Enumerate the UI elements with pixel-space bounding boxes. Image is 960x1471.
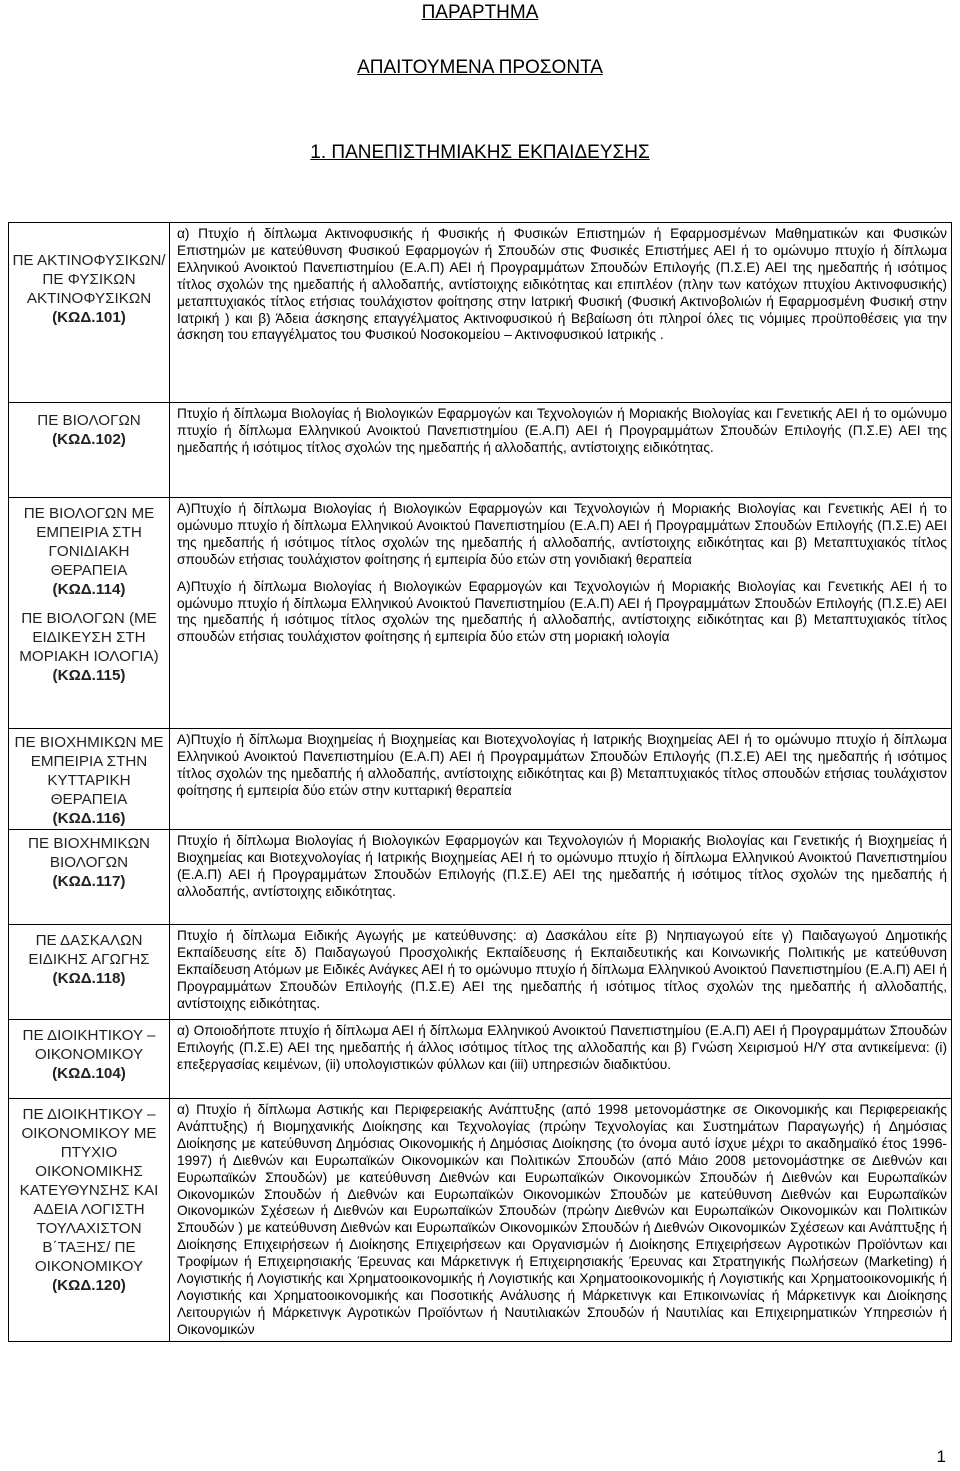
position-title	[10, 609, 168, 685]
table-row	[9, 729, 952, 830]
position-cell	[9, 1020, 170, 1099]
requirements-cell	[170, 925, 952, 1020]
table-row	[9, 925, 952, 1020]
requirement-text: α) Πτυχίο ή δίπλωμα Αστικής και Περιφερειακής Ανάπτυξης (από 1998 μετονομάστηκε σε Οικονομικής και Περιφερειακής Ανάπτυξης) ή Βιομηχανικής Διοίκησης και Τεχνολογίας (πρώην Τεχνολογίας και Συστημάτων Παραγωγής) ή Δημόσιας Διοίκησης με κατεύθυνση Δημόσιας Οικονομικής ή Δημόσιας Διοίκησης (το όνομα αυτό ίσχυε μέχρι το ακαδημαϊκό έτος 1996-1997) ή Διεθνών και Ευρωπαϊκών Οικονομικών και Πολιτικών Σπουδών (από Μάιο 2008 μετονομάστηκε σε Διεθνών και Ευρωπαϊκών Σπουδών) με κατεύθυνση Διεθνών και Ευρωπαϊκών Οικονομικών Σπουδών ή Διεθνών και Ευρωπαϊκών Οικονομικών Σπουδών ή Διεθνών και Ευρωπαϊκών Οικονομικών Σπουδών με κατεύθυνση Διεθνών και Ευρωπαϊκών Οικονομικών Σχέσεων ή Διεθνών και Ευρωπαϊκών Σπουδών (πρώην Διεθνών και Ευρωπαϊκών Οικονομικών και Πολιτικών Σπουδών ) με κατεύθυνση Διεθνών και Ευρωπαϊκών Οικονομικών Σπουδών ή Διεθνών Οικονομικών Σχέσεων και Ανάπτυξης ή Διοίκησης Επιχειρήσεων ή Διοίκησης Επιχειρήσεων και Οργανισμών ή Διοίκησης Επιχειρήσεων Αγροτικών Προϊόντων και Τροφίμων ή Επιχειρησιακής Έρευνας και Μάρκετινγκ ή Επιχειρησιακής Έρευνας και Στρατηγικής Πωλήσεων (Marketing) ή Λογιστικής ή Λογιστικής και Χρηματοοικονομικής ή Λογιστικής και Χρηματοοικονομικής ή Λογιστικής και Χρηματοοικονομικής ή Λογιστικής και Χρηματοοικονομικής και Ποσοτικής Ανάλυσης ή Μάρκετινγκ και Επικοινωνίας ή Μάρκετινγκ και Διοίκησης Λειτουργιών ή Μάρκετινγκ Αγροτικών Προϊόντων ή Ναυτιλιακών Σπουδών ή Ναυτιλίας και Επιχειρηματικών Υπηρεσιών ή Οικονομικών	[177, 1102, 947, 1337]
requirements-cell	[170, 729, 952, 830]
qualifications-table	[8, 222, 952, 1342]
position-cell	[9, 830, 170, 925]
table-row	[9, 223, 952, 403]
requirement-text: α) Πτυχίο ή δίπλωμα Ακτινοφυσικής ή Φυσικής ή Φυσικών Επιστημών ή Εφαρμοσμένων Μαθηματικών και Φυσικών Επιστημών με κατεύθυνση Φυσικού Εφαρμογών ή Σπουδών στις Φυσικές Επιστήμες ΑΕΙ ή το ομώνυμο πτυχίο ή δίπλωμα Ελληνικού Ανοικτού Πανεπιστημίου (Ε.Α.Π) ΑΕΙ ή Προγραμμάτων Σπουδών Επιλογής (Π.Σ.Ε) ΑΕΙ της ημεδαπής ή ισότιμος τίτλος σχολών της ημεδαπής ή αλλοδαπής, αντίστοιχης ειδικότητας και επιπλέον (πλην των κατόχων πτυχίου Ακτινοφυσικής) μεταπτυχιακός τίτλος ετήσιας τουλάχιστον φοίτησης στην Ιατρική Φυσική (Φυσική Ακτινοβολιών ή Εφαρμοσμένη Φυσική στην Ιατρική ) και β) Άδεια άσκησης επαγγέλματος Ακτινοφυσικού ή Βεβαίωση ότι πληροί όλες τις νόμιμες προϋποθέσεις για την άσκηση του επαγγέλματος του Φυσικού Νοσοκομείου – Ακτινοφυσικού Ιατρικής .	[177, 226, 947, 343]
position-cell	[9, 1099, 170, 1342]
required-qualifications-title: ΑΠΑΙΤΟΥΜΕΝΑ ΠΡΟΣΟΝΤΑ	[357, 57, 603, 78]
position-cell	[9, 403, 170, 498]
position-code: (ΚΩΔ.104)	[52, 1065, 126, 1082]
position-title	[10, 1026, 168, 1083]
position-cell	[9, 223, 170, 403]
position-code: (ΚΩΔ.116)	[52, 810, 126, 827]
position-title	[10, 504, 168, 599]
position-code: (ΚΩΔ.120)	[52, 1277, 126, 1294]
requirement-text: Πτυχίο ή δίπλωμα Ειδικής Αγωγής με κατεύθυνσης: α) Δασκάλου είτε β) Νηπιαγωγού είτε γ) Παιδαγωγού Δημοτικής Εκπαίδευσης είτε δ) Παιδαγωγού Προσχολικής Εκπαίδευσης ή Εκπαιδευτικής και Κοινωνικής Πολιτικής με κατεύθυνση Εκπαίδευση Ατόμων με Ειδικές Ανάγκες ΑΕΙ ή το ομώνυμο πτυχίο ή δίπλωμα Ελληνικού Ανοικτού Πανεπιστημίου (Ε.Α.Π) ΑΕΙ ή Προγραμμάτων Σπουδών Επιλογής (Π.Σ.Ε) ΑΕΙ της ημεδαπής ή ισότιμος τίτλος σχολών της ημεδαπής ή αλλοδαπής, αντίστοιχης ειδικότητας.	[177, 928, 947, 1011]
table-row	[9, 830, 952, 925]
requirement-text: Α)Πτυχίο ή δίπλωμα Βιολογίας ή Βιολογικών Εφαρμογών και Τεχνολογιών ή Μοριακής Βιολογίας και Γενετικής ΑΕΙ ή το ομώνυμο πτυχίο ή δίπλωμα Ελληνικού Ανοικτού Πανεπιστημίου (Ε.Α.Π) ΑΕΙ ή Προγραμμάτων Σπουδών Επιλογής (Π.Σ.Ε) ΑΕΙ της ημεδαπής ή ισότιμος τίτλος σχολών της ημεδαπής ή αλλοδαπής, αντίστοιχης ειδικότητας και β) Μεταπτυχιακός τίτλος σπουδών ετήσιας τουλάχιστον φοίτησης ή εμπειρία δύο ετών στη μοριακή ιολογία	[177, 578, 947, 645]
position-title	[10, 1105, 168, 1295]
table-row	[9, 498, 952, 729]
requirements-cell	[170, 498, 952, 729]
table-row	[9, 403, 952, 498]
position-title	[10, 251, 168, 327]
position-name: ΠΕ ΑΚΤΙΝΟΦΥΣΙΚΩΝ/ΠΕ ΦΥΣΙΚΩΝ ΑΚΤΙΝΟΦΥΣΙΚΩΝ	[12, 252, 166, 307]
position-name: ΠΕ ΒΙΟΛΟΓΩΝ	[37, 412, 141, 429]
position-cell	[9, 925, 170, 1020]
position-title	[10, 931, 168, 988]
position-name: ΠΕ ΔΑΣΚΑΛΩΝ ΕΙΔΙΚΗΣ ΑΓΩΓΗΣ	[28, 932, 150, 968]
position-title	[10, 733, 168, 828]
position-cell	[9, 498, 170, 729]
position-code: (ΚΩΔ.118)	[52, 970, 126, 987]
requirements-cell	[170, 830, 952, 925]
requirement-text: Πτυχίο ή δίπλωμα Βιολογίας ή Βιολογικών Εφαρμογών και Τεχνολογιών ή Μοριακής Βιολογίας και Γενετικής ή Βιοχημείας ή Βιοχημείας και Βιοτεχνολογίας ή Ιατρικής Βιοχημείας ΑΕΙ ή το ομώνυμο πτυχίο ή δίπλωμα Ελληνικού Ανοικτού Πανεπιστημίου (Ε.Α.Π) ΑΕΙ ή Προγραμμάτων Σπουδών Επιλογής (Π.Σ.Ε) ΑΕΙ της ημεδαπής ή ισότιμος τίτλος σχολών της ημεδαπής ή αλλοδαπής, αντίστοιχης ειδικότητας.	[177, 833, 947, 899]
position-name: ΠΕ ΒΙΟΧΗΜΙΚΩΝ ΜΕ ΕΜΠΕΙΡΙΑ ΣΤΗΝ ΚΥΤΤΑΡΙΚΗ ΘΕΡΑΠΕΙΑ	[14, 734, 164, 808]
position-cell	[9, 729, 170, 830]
annex-title: ΠΑΡΑΡΤΗΜΑ	[421, 2, 539, 23]
position-code: (ΚΩΔ.115)	[52, 667, 126, 684]
requirements-cell	[170, 1099, 952, 1342]
position-name: ΠΕ ΒΙΟΛΟΓΩΝ ΜΕ ΕΜΠΕΙΡΙΑ ΣΤΗ ΓΟΝΙΔΙΑΚΗ ΘΕΡΑΠΕΙΑ	[23, 505, 155, 579]
position-name: ΠΕ ΔΙΟΙΚΗΤΙΚΟΥ – ΟΙΚΟΝΟΜΙΚΟΥ ΜΕ ΠΤΥΧΙΟ ΟΙΚΟΝΟΜΙΚΗΣ ΚΑΤΕΥΘΥΝΣΗΣ ΚΑΙ ΑΔΕΙΑ ΛΟΓΙΣΤΗ ΤΟΥΛΑΧΙΣΤΟΝ Β΄ΤΑΞΗΣ/ ΠΕ ΟΙΚΟΝΟΜΙΚΟΥ	[19, 1106, 159, 1275]
section-heading: 1. ΠΑΝΕΠΙΣΤΗΜΙΑΚΗΣ ΕΚΠΑΙΔΕΥΣΗΣ	[310, 142, 650, 163]
requirement-text: Πτυχίο ή δίπλωμα Βιολογίας ή Βιολογικών Εφαρμογών και Τεχνολογιών ή Μοριακής Βιολογίας και Γενετικής ΑΕΙ ή το ομώνυμο πτυχίο ή δίπλωμα Ελληνικού Ανοικτού Πανεπιστημίου (Ε.Α.Π) ΑΕΙ ή Προγραμμάτων Σπουδών Επιλογής (Π.Σ.Ε) ΑΕΙ της ημεδαπής ή ισότιμος τίτλος σχολών της ημεδαπής ή αλλοδαπής, αντίστοιχης ειδικότητας.	[177, 406, 947, 455]
page-number: 1	[936, 1447, 946, 1466]
position-code: (ΚΩΔ.117)	[52, 873, 126, 890]
position-code: (ΚΩΔ.102)	[52, 431, 126, 448]
requirement-text: Α)Πτυχίο ή δίπλωμα Βιολογίας ή Βιολογικών Εφαρμογών και Τεχνολογιών ή Μοριακής Βιολογίας και Γενετικής ΑΕΙ ή το ομώνυμο πτυχίο ή δίπλωμα Ελληνικού Ανοικτού Πανεπιστημίου (Ε.Α.Π) ΑΕΙ ή Προγραμμάτων Σπουδών Επιλογής (Π.Σ.Ε) ΑΕΙ της ημεδαπής ή ισότιμος τίτλος σχολών της ημεδαπής ή αλλοδαπής, αντίστοιχης ειδικότητας και β) Μεταπτυχιακός τίτλος σπουδών ετήσιας τουλάχιστον φοίτησης ή εμπειρία δύο ετών στη γονιδιακή θεραπεία	[177, 501, 947, 567]
requirements-cell	[170, 403, 952, 498]
position-name: ΠΕ ΒΙΟΧΗΜΙΚΩΝ ΒΙΟΛΟΓΩΝ	[28, 835, 150, 871]
requirements-cell	[170, 223, 952, 403]
table-row	[9, 1020, 952, 1099]
position-name: ΠΕ ΔΙΟΙΚΗΤΙΚΟΥ – ΟΙΚΟΝΟΜΙΚΟΥ	[22, 1027, 156, 1063]
requirements-cell	[170, 1020, 952, 1099]
requirement-text: Α)Πτυχίο ή δίπλωμα Βιοχημείας ή Βιοχημείας και Βιοτεχνολογίας ή Ιατρικής Βιοχημείας ΑΕΙ ή το ομώνυμο πτυχίο ή δίπλωμα Ελληνικού Ανοικτού Πανεπιστημίου (Ε.Α.Π) ΑΕΙ ή Προγραμμάτων Σπουδών Επιλογής (Π.Σ.Ε) ΑΕΙ της ημεδαπής ή ισότιμος τίτλος σχολών της ημεδαπής ή αλλοδαπής, αντίστοιχης ειδικότητας και β) Μεταπτυχιακός τίτλος σπουδών ετήσιας τουλάχιστον φοίτησης ή εμπειρία δύο ετών στην κυτταρική θεραπεία	[177, 732, 947, 798]
position-code: (ΚΩΔ.101)	[52, 309, 126, 326]
requirement-text: α) Οποιοδήποτε πτυχίο ή δίπλωμα ΑΕΙ ή δίπλωμα Ελληνικού Ανοικτού Πανεπιστημίου (Ε.Α.Π) ΑΕΙ ή Προγραμμάτων Σπουδών Επιλογής (Π.Σ.Ε) ΑΕΙ της ημεδαπής ή άλλος ισότιμος τίτλος της αλλοδαπής και β) Γνώση Χειρισμού Η/Υ στα αντικείμενα: (i) επεξεργασίας κειμένων, (ii) υπολογιστικών φύλλων και (iii) υπηρεσιών διαδικτύου.	[177, 1023, 947, 1072]
table-row	[9, 1099, 952, 1342]
position-code: (ΚΩΔ.114)	[52, 581, 126, 598]
position-title	[10, 834, 168, 891]
position-title	[10, 411, 168, 449]
position-name: ΠΕ ΒΙΟΛΟΓΩΝ (ΜΕ ΕΙΔΙΚΕΥΣΗ ΣΤΗ ΜΟΡΙΑΚΗ ΙΟΛΟΓΙΑ)	[19, 610, 159, 665]
